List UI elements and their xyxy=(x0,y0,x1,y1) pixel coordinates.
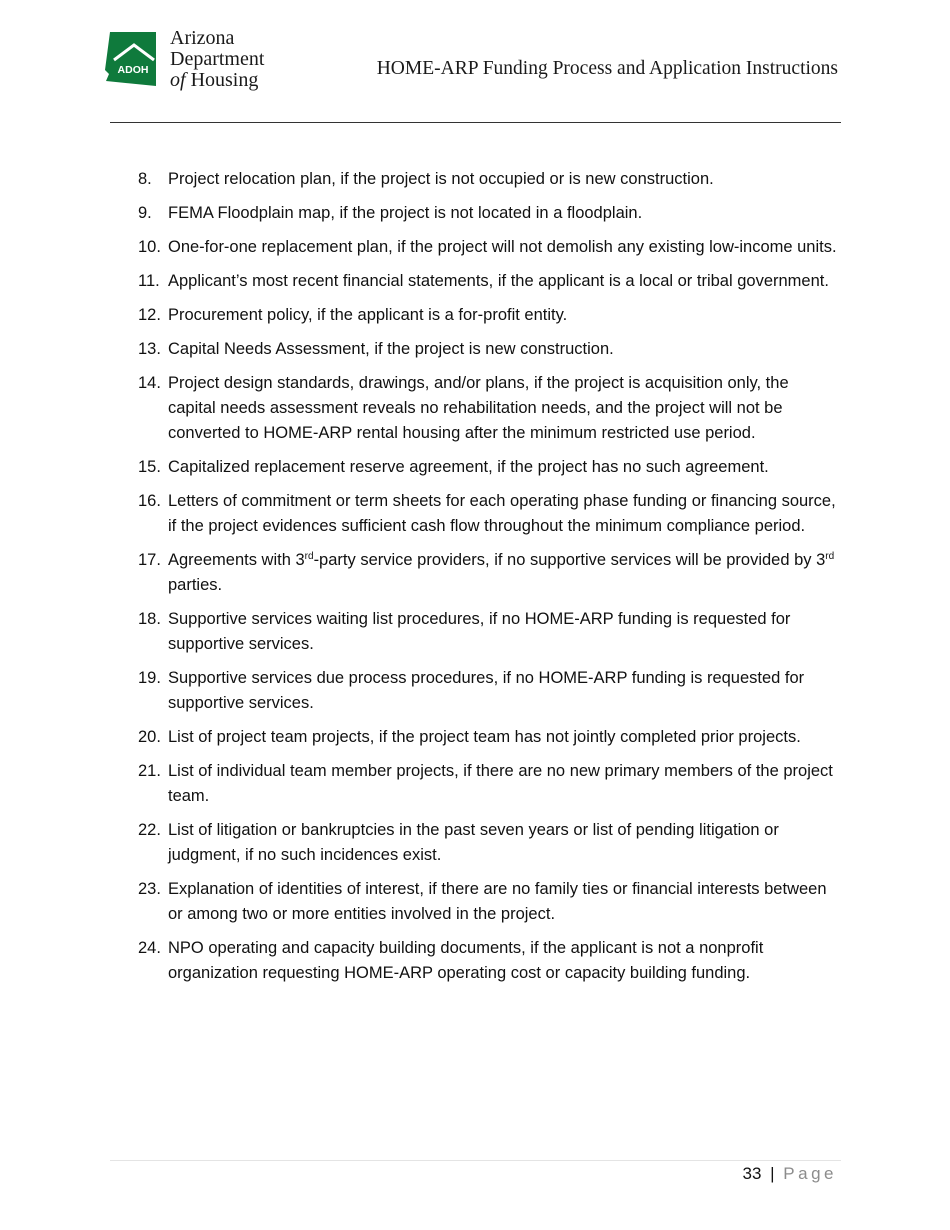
list-item-text xyxy=(168,551,834,594)
header-divider xyxy=(110,122,841,123)
list-item xyxy=(138,666,838,716)
list-item-number: 9. xyxy=(138,204,152,222)
arizona-state-logo-icon xyxy=(104,30,164,88)
document-title: HOME-ARP Funding Process and Application Instructions xyxy=(376,58,838,79)
list-item-number: 22. xyxy=(138,821,161,839)
list-item xyxy=(138,269,838,294)
list-item-text: Applicant’s most recent financial statements, if the applicant is a local or tribal government. xyxy=(168,272,829,290)
list-item-number: 19. xyxy=(138,669,161,687)
logo-line-of: of xyxy=(170,69,186,91)
list-item-number: 17. xyxy=(138,551,161,569)
list-item-text: NPO operating and capacity building documents, if the applicant is not a nonprofit organization requesting HOME-ARP operating cost or capacity building funding. xyxy=(168,939,764,982)
superscript-ordinal: rd xyxy=(304,551,314,562)
list-item-number: 8. xyxy=(138,170,152,188)
adoh-logo xyxy=(104,28,279,92)
footer-divider xyxy=(110,1160,841,1161)
list-item-number: 23. xyxy=(138,880,161,898)
list-item xyxy=(138,877,838,927)
list-item xyxy=(138,337,838,362)
list-item-number: 10. xyxy=(138,238,161,256)
list-item xyxy=(138,235,838,260)
list-item-number: 18. xyxy=(138,610,161,628)
page-header xyxy=(0,0,950,124)
list-item-number: 15. xyxy=(138,458,161,476)
list-item-text: List of individual team member projects, if there are no new primary members of the project team. xyxy=(168,762,833,805)
page-separator: | xyxy=(770,1164,775,1183)
list-item xyxy=(138,607,838,657)
list-item-number: 11. xyxy=(138,272,160,290)
logo-line-arizona: Arizona xyxy=(170,27,235,49)
list-item-number: 13. xyxy=(138,340,161,358)
list-item xyxy=(138,725,838,750)
list-item xyxy=(138,167,838,192)
list-item-number: 14. xyxy=(138,374,161,392)
list-item-text: Capitalized replacement reserve agreement, if the project has no such agreement. xyxy=(168,458,769,476)
list-item xyxy=(138,759,838,809)
list-item-text: Explanation of identities of interest, if there are no family ties or financial interests between or among two or more entities involved in the project. xyxy=(168,880,827,923)
list-item xyxy=(138,936,838,986)
list-item-number: 16. xyxy=(138,492,161,510)
list-item-text: One-for-one replacement plan, if the project will not demolish any existing low-income units. xyxy=(168,238,837,256)
list-item-text-part: parties. xyxy=(168,576,223,594)
logo-line-department: Department xyxy=(170,48,265,70)
page-number: 33 xyxy=(742,1164,762,1183)
list-item-text: List of project team projects, if the project team has not jointly completed prior projects. xyxy=(168,728,801,746)
list-item-text: Project design standards, drawings, and/or plans, if the project is acquisition only, the capital needs assessment reveals no rehabilitation needs, and the project will not be converted to HOME-ARP rental housing after the minimum restricted use period. xyxy=(168,374,789,442)
list-item-text: Procurement policy, if the applicant is a for-profit entity. xyxy=(168,306,568,324)
list-item-text-part: -party service providers, if no supportive services will be provided by 3 xyxy=(313,551,826,569)
required-documents-list xyxy=(138,167,838,995)
list-item xyxy=(138,303,838,328)
list-item xyxy=(138,818,838,868)
list-item xyxy=(138,455,838,480)
list-item xyxy=(138,201,838,226)
list-item-text: FEMA Floodplain map, if the project is not located in a floodplain. xyxy=(168,204,643,222)
list-item-number: 12. xyxy=(138,306,161,324)
logo-wordmark xyxy=(170,28,264,91)
list-item-number: 20. xyxy=(138,728,161,746)
list-item-text: Supportive services waiting list procedures, if no HOME-ARP funding is requested for supportive services. xyxy=(168,610,791,653)
page-footer xyxy=(742,1162,837,1186)
list-item-number: 24. xyxy=(138,939,161,957)
logo-line-housing xyxy=(170,70,264,91)
list-item-text-part: Agreements with 3 xyxy=(168,551,305,569)
list-item xyxy=(138,489,838,539)
list-item-number: 21. xyxy=(138,762,161,780)
list-item-text: List of litigation or bankruptcies in the past seven years or list of pending litigation or judgment, if no such incidences exist. xyxy=(168,821,779,864)
page-label: Page xyxy=(783,1164,837,1183)
list-item xyxy=(138,371,838,446)
logo-line-housing-word: Housing xyxy=(185,69,259,91)
superscript-ordinal: rd xyxy=(825,551,835,562)
list-item-text: Capital Needs Assessment, if the project is new construction. xyxy=(168,340,614,358)
list-item-text: Letters of commitment or term sheets for each operating phase funding or financing source, if the project evidences sufficient cash flow throughout the minimum compliance period. xyxy=(168,492,836,535)
list-item xyxy=(138,548,838,598)
list-item-text: Supportive services due process procedures, if no HOME-ARP funding is requested for supportive services. xyxy=(168,669,805,712)
list-item-text: Project relocation plan, if the project is not occupied or is new construction. xyxy=(168,170,714,188)
logo-badge-text: ADOH xyxy=(117,64,149,76)
